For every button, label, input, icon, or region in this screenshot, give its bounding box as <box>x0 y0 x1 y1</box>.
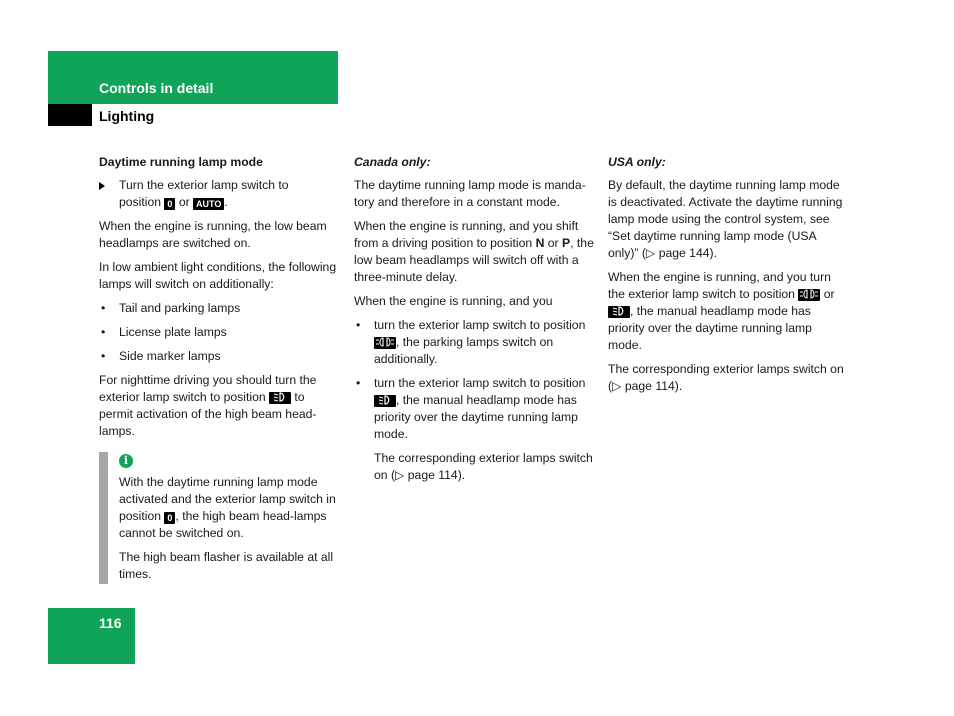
paragraph: When the engine is running, and you turn the exterior lamp switch to position or , the manual headlamp mode has priority over the daytime running lamp mode. <box>608 270 835 352</box>
note-box <box>119 452 341 590</box>
column-1 <box>99 154 339 447</box>
paragraph: The corresponding exterior lamps switch on (▷ page 114). <box>608 362 844 393</box>
paragraph: When the engine is running, the low beam headlamps are switched on. <box>99 219 327 250</box>
subsection-title: Lighting <box>99 108 155 124</box>
instruction-step: Turn the exterior lamp switch to position 0 or AUTO . <box>99 177 339 211</box>
paragraph: When the engine is running, and you <box>354 294 553 308</box>
paragraph: For nighttime driving you should turn the exterior lamp switch to position to permit activation of the high beam head-lamps. <box>99 373 317 438</box>
paragraph: The daytime running lamp mode is manda-tory and therefore in a constant mode. <box>354 178 586 209</box>
page-ref-icon: ▷ <box>612 379 622 393</box>
list-item: • turn the exterior lamp switch to position , the parking lamps switch on additionally. <box>356 318 586 366</box>
step-arrow-icon <box>99 182 105 190</box>
column-2 <box>354 154 597 491</box>
heading-daytime-running: Daytime running lamp mode <box>99 155 263 169</box>
paragraph: In low ambient light conditions, the following lamps will switch on additionally: <box>99 260 337 291</box>
note-paragraph: The high beam flasher is available at all times. <box>119 550 334 581</box>
list-item: • Tail and parking lamps <box>101 301 241 315</box>
paragraph: The corresponding exterior lamps switch on (▷ page 114). <box>374 451 593 482</box>
page-ref-icon: ▷ <box>395 468 405 482</box>
note-paragraph: With the daytime running lamp mode activated and the exterior lamp switch in position 0 , the high beam head-lamps cannot be switched on. <box>119 475 336 540</box>
list-item: • Side marker lamps <box>101 349 221 363</box>
list-item: • License plate lamps <box>101 325 227 339</box>
low-beam-icon <box>608 306 630 318</box>
column-3 <box>608 154 848 402</box>
switch-position-auto-icon: AUTO <box>193 198 224 210</box>
low-beam-icon <box>374 395 396 407</box>
section-title: Controls in detail <box>99 80 214 96</box>
heading-canada: Canada only: <box>354 155 431 169</box>
parking-lamp-icon <box>374 337 396 349</box>
info-icon: i <box>119 454 133 468</box>
heading-usa: USA only: <box>608 155 666 169</box>
page-ref-icon: ▷ <box>645 246 656 260</box>
switch-position-0-icon: 0 <box>164 512 175 524</box>
list-item: • turn the exterior lamp switch to position , the manual headlamp mode has priority over the daytime running lamp mode. <box>356 376 586 441</box>
low-beam-icon <box>269 392 291 404</box>
note-bar <box>99 452 108 584</box>
page-number: 116 <box>99 615 122 631</box>
header-marker <box>48 104 92 126</box>
paragraph: By default, the daytime running lamp mode is deactivated. Activate the daytime running lamp mode using the control system, see “Set daytime running lamp mode (USA only)” (▷ page 144). <box>608 178 843 260</box>
header-band <box>48 51 338 104</box>
parking-lamp-icon <box>798 289 820 301</box>
paragraph: When the engine is running, and you shift from a driving position to position N or P, the low beam headlamps will switch off with a three-minute delay. <box>354 219 594 284</box>
switch-position-0-icon: 0 <box>164 198 175 210</box>
